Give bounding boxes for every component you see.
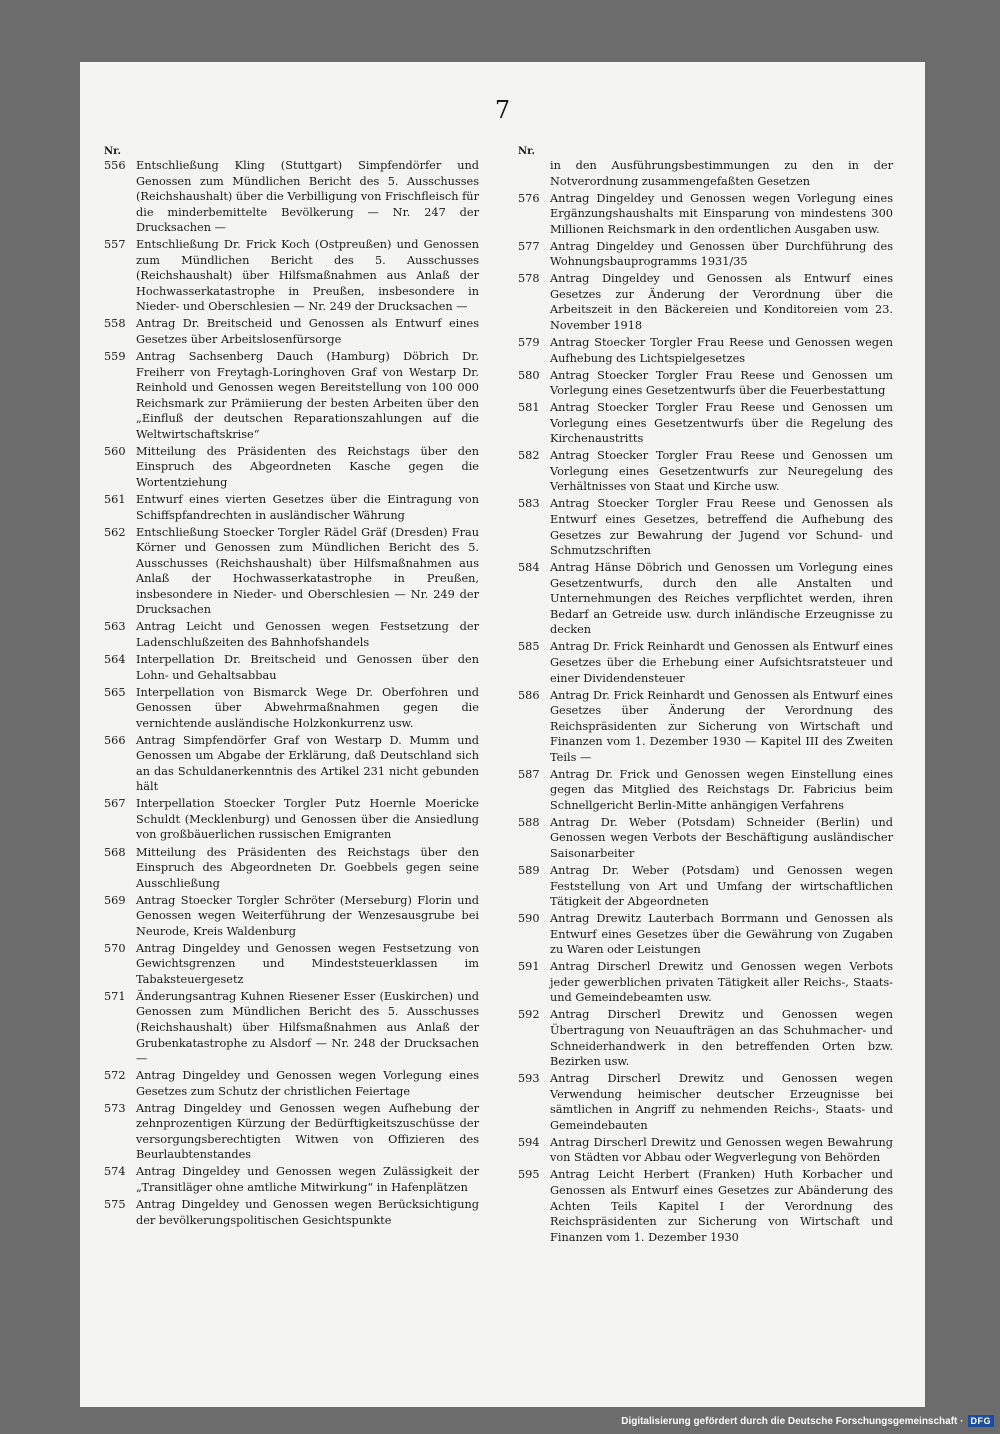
list-item <box>518 368 893 399</box>
entry-number: 571 <box>104 989 126 1003</box>
entry-text: Antrag Stoecker Torgler Frau Reese und Genossen um Vorlegung eines Gesetzentwurfs zur Neuregelung des Verhältnisses von Staat und Kirche usw. <box>550 449 893 494</box>
entry-text: Antrag Stoecker Torgler Schröter (Merseburg) Florin und Genossen wegen Weiterführung der Wenzesausgrube bei Neurode, Kreis Waldenburg <box>136 893 479 938</box>
entry-text: Antrag Stoecker Torgler Frau Reese und Genossen um Vorlegung eines Gesetzentwurfs über die Regelung des Kirchenaustritts <box>550 401 893 446</box>
list-item <box>104 158 479 236</box>
entry-text: Antrag Dirscherl Drewitz und Genossen wegen Übertragung von Neuaufträgen an das Schuhmacher- und Schneiderhandwerk in den betreffenden Orten bzw. Bezirken usw. <box>550 1008 893 1069</box>
entry-text: Entschließung Dr. Frick Koch (Ostpreußen) und Genossen zum Mündlichen Bericht des 5. Ausschusses (Reichshaushalt) über Hilfsmaßnahmen aus Anlaß der Hochwasserkatastrophe in Preußen, insbesondere in Nieder- und Oberschlesien — Nr. 249 der Drucksachen — <box>136 238 479 314</box>
document-page <box>80 62 925 1407</box>
list-item <box>518 815 893 862</box>
list-item <box>518 448 893 495</box>
entry-text: Antrag Dingeldey und Genossen über Durchführung des Wohnungsbauprogramms 1931/35 <box>550 239 893 269</box>
list-item <box>518 496 893 558</box>
entry-number: 588 <box>518 815 540 829</box>
entry-text: Antrag Dr. Frick Reinhardt und Genossen als Entwurf eines Gesetzes über die Erhebung einer Aufsichtsratsteuer und einer Dividendensteuer <box>550 640 893 685</box>
list-item <box>104 237 479 315</box>
list-item <box>104 349 479 442</box>
list-item <box>104 733 479 795</box>
entry-number: 574 <box>104 1165 126 1179</box>
entry-number: 585 <box>518 640 540 654</box>
entry-text: Antrag Stoecker Torgler Frau Reese und Genossen um Vorlegung eines Gesetzentwurfs über die Feuerbestattung <box>550 368 893 398</box>
page-number: 7 <box>494 96 511 124</box>
entry-number: 586 <box>518 688 540 702</box>
list-item <box>104 893 479 940</box>
entry-number: 563 <box>104 620 126 634</box>
entry-text: Entschließung Stoecker Torgler Rädel Gräf (Dresden) Frau Körner und Genossen zum Mündlichen Bericht des 5. Ausschusses (Reichshaushalt) über Hilfsmaßnahmen aus Anlaß der Hochwasserkatastrophe in Preußen, insbesondere in Nieder- und Oberschlesien — Nr. 249 der Drucksachen <box>136 525 479 617</box>
entry-text: Antrag Simpfendörfer Graf von Westarp D. Mumm und Genossen um Abgabe der Erklärung, daß Deutschland sich an das Schuldanerkenntnis des Artikel 231 nicht gebunden hält <box>136 733 479 794</box>
entry-text: Interpellation Stoecker Torgler Putz Hoernle Moericke Schuldt (Mecklenburg) und Genossen über die Ansiedlung von großbäuerlichen russischen Emigranten <box>136 797 479 842</box>
entry-number: 575 <box>104 1198 126 1212</box>
entry-number: 573 <box>104 1101 126 1115</box>
left-column <box>104 146 479 1230</box>
list-item <box>518 271 893 333</box>
list-item <box>104 796 479 843</box>
list-item <box>518 335 893 366</box>
entry-number: 565 <box>104 685 126 699</box>
list-item <box>104 1101 479 1163</box>
list-item <box>518 767 893 814</box>
entry-text: Antrag Hänse Döbrich und Genossen um Vorlegung eines Gesetzentwurfs, durch den alle Anstalten und Unternehmungen des Reiches verpflichtet werden, ihren Bedarf an Getreide usw. durch inländische Erzeugnisse zu decken <box>550 561 893 637</box>
entry-text: Antrag Dingeldey und Genossen wegen Vorlegung eines Gesetzes zum Schutz der christlichen Feiertage <box>136 1069 479 1098</box>
entry-text: Interpellation von Bismarck Wege Dr. Oberfohren und Genossen über Abwehrmaßnahmen gegen die vernichtende ausländische Holzkonkurrenz usw. <box>136 685 479 730</box>
entry-number: 583 <box>518 497 540 511</box>
list-item <box>518 1007 893 1069</box>
entry-number: 577 <box>518 239 540 253</box>
entry-number: 584 <box>518 561 540 575</box>
entry-text: Antrag Dingeldey und Genossen wegen Zulässigkeit der „Transitläger ohne amtliche Mitwirkung“ in Hafenplätzen <box>136 1165 479 1194</box>
entry-text: Mitteilung des Präsidenten des Reichstags über den Einspruch des Abgeordneten Kasche gegen die Wortentziehung <box>136 444 479 489</box>
list-item <box>518 1135 893 1166</box>
entry-text: Antrag Dirscherl Drewitz und Genossen wegen Verbots jeder gewerblichen privaten Tätigkeit aller Reichs-, Staats- und Gemeindebeamten usw. <box>550 960 893 1005</box>
right-entry-list <box>518 191 893 1246</box>
entry-number: 556 <box>104 159 126 172</box>
entry-text: Antrag Dr. Weber (Potsdam) Schneider (Berlin) und Genossen wegen Verbots der Beschäftigung ausländischer Saisonarbeiter <box>550 815 893 861</box>
list-item <box>104 619 479 650</box>
entry-text: Antrag Dingeldey und Genossen als Entwurf eines Gesetzes zur Änderung der Verordnung über die Arbeitszeit in den Bäckereien und Konditoreien vom 23. November 1918 <box>550 272 893 332</box>
entry-number: 569 <box>104 893 126 907</box>
entry-number: 558 <box>104 317 126 331</box>
entry-text: Antrag Dirscherl Drewitz und Genossen wegen Bewahrung von Städten vor Abbau oder Wegverlegung von Behörden <box>550 1135 893 1165</box>
entry-text: Antrag Dingeldey und Genossen wegen Berücksichtigung der bevölkerungspolitischen Gesichtspunkte <box>136 1198 479 1227</box>
entry-number: 595 <box>518 1168 540 1182</box>
entry-text: Antrag Dingeldey und Genossen wegen Aufhebung der zehnprozentigen Kürzung der Bedürftigkeitszuschüsse der versorgungsberechtigten Witwen von Offizieren des Beurlaubtenstandes <box>136 1101 479 1162</box>
entry-number: 581 <box>518 401 540 415</box>
entry-number: 579 <box>518 336 540 350</box>
entry-number: 564 <box>104 652 126 666</box>
list-item <box>104 989 479 1067</box>
entry-text: Antrag Stoecker Torgler Frau Reese und Genossen wegen Aufhebung des Lichtspielgesetzes <box>550 336 893 365</box>
entry-number: 594 <box>518 1135 540 1149</box>
list-item <box>104 652 479 683</box>
entry-number: 567 <box>104 797 126 811</box>
list-item <box>104 1197 479 1228</box>
entry-text: Interpellation Dr. Breitscheid und Genossen über den Lohn- und Gehaltsabbau <box>136 652 479 682</box>
entry-number: 562 <box>104 525 126 539</box>
entry-number: 593 <box>518 1072 540 1086</box>
entry-text: Antrag Sachsenberg Dauch (Hamburg) Döbrich Dr. Freiherr von Freytagh-Loringhoven Graf von Westarp Dr. Reinhold und Genossen wegen Bereitstellung von 100 000 Reichsmark zur Prämiierung der besten Arbeiten über den „Einfluß der deutschen Reparationszahlungen auf die Weltwirtschaftskrise“ <box>136 350 479 441</box>
entry-text: Entwurf eines vierten Gesetzes über die Eintragung von Schiffspfandrechten in ausländischer Währung <box>136 492 479 522</box>
list-item <box>518 1071 893 1133</box>
list-item <box>104 685 479 732</box>
entry-text: Mitteilung des Präsidenten des Reichstags über den Einspruch des Abgeordneten Dr. Goebbels gegen seine Ausschließung <box>136 845 479 890</box>
list-item <box>104 1068 479 1099</box>
entry-number: 587 <box>518 767 540 781</box>
entry-number: 557 <box>104 238 126 252</box>
list-item <box>518 688 893 766</box>
list-item <box>104 1164 479 1195</box>
entry-text: Antrag Dr. Frick und Genossen wegen Einstellung eines gegen das Mitglied des Reichstags Dr. Fabricius beim Schnellgericht Berlin-Mitte anhängigen Verfahrens <box>550 767 893 812</box>
left-entry-list <box>104 158 479 1228</box>
list-item <box>518 191 893 238</box>
nr-column-label: Nr. <box>518 146 535 157</box>
entry-text: Änderungsantrag Kuhnen Riesener Esser (Euskirchen) und Genossen zum Mündlichen Bericht des 5. Ausschusses (Reichshaushalt) über Hilfsmaßnahmen aus Anlaß der Grubenkatastrophe zu Alsdorf — Nr. 248 der Drucksachen — <box>136 989 479 1066</box>
list-item <box>518 239 893 270</box>
list-item <box>518 639 893 686</box>
entry-number: 572 <box>104 1069 126 1083</box>
entry-text: Antrag Dingeldey und Genossen wegen Vorlegung eines Ergänzungshaushalts mit Einsparung von mindestens 300 Millionen Reichsmark in den ordentlichen Ausgaben usw. <box>550 191 893 236</box>
entry-text: Antrag Dirscherl Drewitz und Genossen wegen Verwendung heimischer deutscher Erzeugnisse bei sämtlichen in Angriff zu nehmenden Reichs-, Staats- und Gemeindebauten <box>550 1072 893 1132</box>
entry-number: 592 <box>518 1008 540 1022</box>
list-item <box>104 492 479 523</box>
entry-number: 561 <box>104 492 126 506</box>
entry-text: Antrag Leicht und Genossen wegen Festsetzung der Ladenschlußzeiten des Bahnhofshandels <box>136 620 479 649</box>
nr-column-label: Nr. <box>104 146 121 157</box>
funding-note: Digitalisierung gefördert durch die Deutsche Forschungsgemeinschaft · <box>621 1415 964 1427</box>
list-item <box>104 316 479 347</box>
entry-number: 560 <box>104 444 126 458</box>
entry-number: 582 <box>518 449 540 463</box>
entry-number: 570 <box>104 941 126 955</box>
list-item <box>518 1167 893 1245</box>
continuation-text: in den Ausführungsbestimmungen zu den in der Notverordnung zusammengefaßten Gesetzen <box>550 159 893 188</box>
entry-text: Entschließung Kling (Stuttgart) Simpfendörfer und Genossen zum Mündlichen Bericht des 5. Ausschusses (Reichshaushalt) über die Verbilligung von Frischfleisch für die minderbemittelte Bevölkerung — Nr. 247 der Drucksachen — <box>136 159 479 235</box>
list-item <box>104 845 479 892</box>
entry-number: 589 <box>518 864 540 878</box>
list-item <box>518 959 893 1006</box>
list-item <box>104 941 479 988</box>
entry-text: Antrag Dr. Breitscheid und Genossen als Entwurf eines Gesetzes über Arbeitslosenfürsorge <box>136 317 479 347</box>
entry-text: Antrag Dingeldey und Genossen wegen Festsetzung von Gewichtsgrenzen und Mindeststeuerklassen im Tabaksteuergesetz <box>136 941 479 986</box>
entry-number: 559 <box>104 350 126 364</box>
entry-number: 591 <box>518 960 540 974</box>
list-item <box>518 911 893 958</box>
entry-number: 580 <box>518 368 540 382</box>
dfg-logo: DFG <box>968 1415 995 1427</box>
entry-text: Antrag Drewitz Lauterbach Borrmann und Genossen als Entwurf eines Gesetzes über die Gewährung von Zugaben zu Waren oder Leistungen <box>550 912 893 957</box>
entry-number: 578 <box>518 272 540 286</box>
entry-number: 568 <box>104 845 126 859</box>
entry-text: Antrag Dr. Frick Reinhardt und Genossen als Entwurf eines Gesetzes über Änderung der Verordnung des Reichspräsidenten zur Sicherung von Wirtschaft und Finanzen vom 1. Dezember 1930 — Kapitel III des Zweiten Teils — <box>550 688 893 764</box>
entry-text: Antrag Leicht Herbert (Franken) Huth Korbacher und Genossen als Entwurf eines Gesetzes zur Abänderung des Achten Teils Kapitel I der Verordnung des Reichspräsidenten zur Sicherung von Wirtschaft und Finanzen vom 1. Dezember 1930 <box>550 1168 893 1244</box>
entry-text: Antrag Dr. Weber (Potsdam) und Genossen wegen Feststellung von Art und Umfang der wirtschaftlichen Tätigkeit der Abgeordneten <box>550 864 893 909</box>
entry-number: 576 <box>518 191 540 205</box>
list-item <box>518 560 893 638</box>
list-item <box>104 525 479 618</box>
list-item <box>518 863 893 910</box>
entry-number: 566 <box>104 733 126 747</box>
list-item <box>104 444 479 491</box>
entry-number: 590 <box>518 912 540 926</box>
footer-credit <box>621 1414 994 1428</box>
list-item <box>518 400 893 447</box>
right-column <box>518 146 893 1247</box>
entry-text: Antrag Stoecker Torgler Frau Reese und Genossen als Entwurf eines Gesetzes, betreffend die Aufhebung des Gesetzes zur Bewahrung der Jugend vor Schund- und Schmutzschriften <box>550 497 893 558</box>
